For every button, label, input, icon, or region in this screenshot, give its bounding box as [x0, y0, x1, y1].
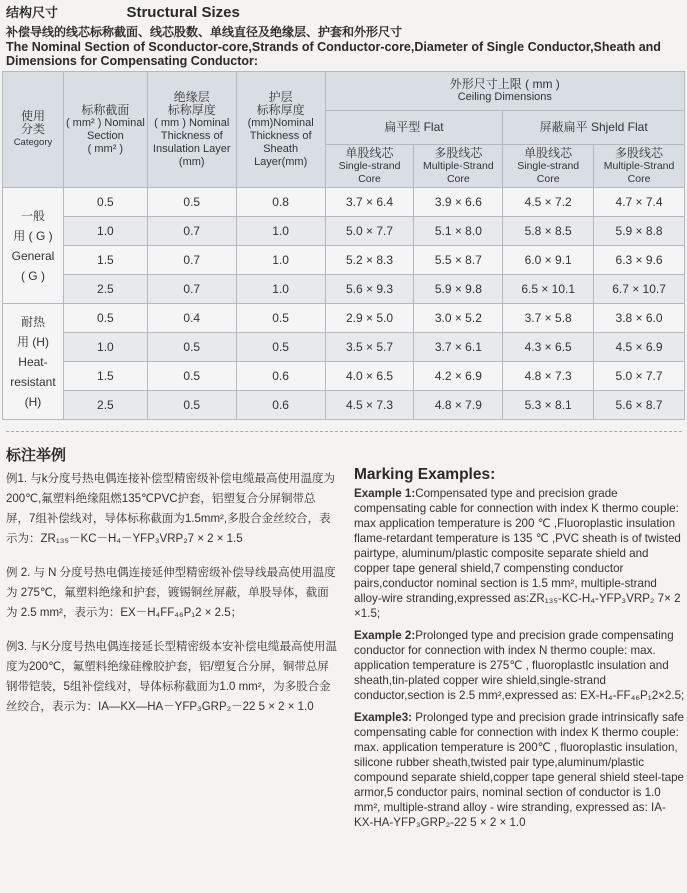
header-flat: 扁平型 Flat: [325, 111, 503, 145]
table-cell: 5.8 × 8.5: [503, 217, 594, 246]
table-cell: 5.1 × 8.0: [414, 217, 503, 246]
table-cell: 2.9 × 5.0: [325, 304, 414, 333]
category-general: 一般 用 ( G ) General ( G ): [3, 188, 64, 304]
table-cell: 3.7 × 5.8: [503, 304, 594, 333]
example-2-label: Example 2:: [354, 629, 416, 642]
subtitle-en-1: The Nominal Section of Sconductor-core,Strands of Conductor-core,Diameter of Single Conductor,Sheath and: [6, 40, 661, 54]
example-3-text: Prolonged type and precision grade intrinsicafly safe compensating cable for connection with index K thermo couple: max. application temperature is 200℃ , fluoroplastic insulation, silicone rubber sheath,twisted pair type,aluminum/plastic compound separate shield,copper tape general shield steel-tape armor,5 conductor pairs, nominal section of conductor is 1.0 mm², multiple-strand alloy - wire stranding, expressed as: IA-KX-HA-YFP₃GRP₂-22 5 × 2 × 1.0: [354, 711, 684, 829]
example-2-text: Prolonged type and precision grade compensating conductor for connection with index N thermo couple: max. application temperature is 275℃ , fluoroplastlc insulation and sheath,tin-plated copper wire shield,single-strand conductor,section is 2.5 mm²,expressed as: EX-H₄-FF₄₆P₁2×2.5;: [354, 629, 685, 702]
table-cell: 5.6 × 9.3: [325, 275, 414, 304]
table-cell: 5.0 × 7.7: [594, 362, 685, 391]
spec-table: [2, 71, 685, 420]
section-title-en: Marking Examples:: [354, 466, 496, 483]
subtitle-cn: 补偿导线的线芯标称截面、线芯股数、单线直径及绝缘层、护套和外形尺寸: [6, 25, 403, 39]
table-cell: 0.5: [147, 188, 236, 217]
marking-examples-cn: [6, 444, 338, 731]
table-cell: 0.5: [236, 304, 325, 333]
table-row: [3, 188, 685, 217]
table-cell: 1.0: [63, 217, 147, 246]
table-cell: 3.0 × 5.2: [414, 304, 503, 333]
table-cell: 4.5 × 6.9: [594, 333, 685, 362]
table-cell: 0.7: [147, 217, 236, 246]
example-3-en: [354, 710, 685, 830]
table-cell: 5.2 × 8.3: [325, 246, 414, 275]
table-cell: 0.4: [147, 304, 236, 333]
table-cell: 1.5: [63, 362, 147, 391]
page-title-cn: 结构尺寸: [6, 5, 59, 20]
table-cell: 3.7 × 6.1: [414, 333, 503, 362]
table-row: [3, 333, 685, 362]
table-cell: 6.5 × 10.1: [503, 275, 594, 304]
table-cell: 5.5 × 8.7: [414, 246, 503, 275]
header-insulation: 绝缘层 标称厚度 ( mm ) Nominal Thickness of Insulation Layer (mm): [147, 72, 236, 188]
table-cell: 0.5: [63, 304, 147, 333]
spec-table-body: [3, 188, 685, 420]
example-3-label: Example3:: [354, 711, 412, 724]
table-row: [3, 217, 685, 246]
table-cell: 0.5: [147, 333, 236, 362]
table-cell: 4.8 × 7.3: [503, 362, 594, 391]
table-cell: 0.6: [236, 362, 325, 391]
header-sheath: 护层 标称厚度 (mm)Nominal Thickness of Sheath Layer(mm): [236, 72, 325, 188]
table-cell: 2.5: [63, 275, 147, 304]
table-cell: 0.5: [147, 391, 236, 420]
table-cell: 4.8 × 7.9: [414, 391, 503, 420]
header-section: 标称截面 ( mm² ) Nominal Section ( mm² ): [63, 72, 147, 188]
table-cell: 1.0: [236, 275, 325, 304]
header-shield-flat: 屏蔽扁平 Shjeld Flat: [503, 111, 685, 145]
table-cell: 1.5: [63, 246, 147, 275]
header-ceiling: 外形尺寸上限 ( mm ) Ceiling Dimensions: [325, 72, 684, 111]
table-cell: 0.7: [147, 246, 236, 275]
table-cell: 4.7 × 7.4: [594, 188, 685, 217]
table-cell: 3.5 × 5.7: [325, 333, 414, 362]
table-cell: 0.6: [236, 391, 325, 420]
header-shield-single: 单股线芯 Single-strand Core: [503, 145, 594, 188]
header-flat-single: 单股线芯 Single-strand Core: [325, 145, 414, 188]
table-cell: 5.9 × 8.8: [594, 217, 685, 246]
table-cell: 1.0: [236, 246, 325, 275]
table-cell: 1.0: [63, 333, 147, 362]
page-title-en: Structural Sizes: [126, 4, 240, 21]
table-cell: 6.7 × 10.7: [594, 275, 685, 304]
table-cell: 6.0 × 9.1: [503, 246, 594, 275]
example-1-label: Example 1:: [354, 487, 416, 500]
table-row: [3, 275, 685, 304]
table-row: [3, 304, 685, 333]
header-shield-multi: 多股线芯 Multiple-Strand Core: [594, 145, 685, 188]
table-cell: 4.3 × 6.5: [503, 333, 594, 362]
table-cell: 5.9 × 9.8: [414, 275, 503, 304]
table-cell: 4.0 × 6.5: [325, 362, 414, 391]
table-cell: 3.7 × 6.4: [325, 188, 414, 217]
page-header: [6, 2, 682, 68]
table-cell: 2.5: [63, 391, 147, 420]
table-cell: 0.5: [63, 188, 147, 217]
example-2-en: [354, 628, 685, 703]
table-cell: 5.3 × 8.1: [503, 391, 594, 420]
table-cell: 0.5: [147, 362, 236, 391]
table-cell: 4.5 × 7.3: [325, 391, 414, 420]
table-cell: 5.6 × 8.7: [594, 391, 685, 420]
example-1-cn: 例1. 与k分度号热电偶连接补偿型精密级补偿电缆最高使用温度为 200℃,氟塑料绝缘阻燃135℃PVC护套，铝塑复合分屏铜带总屏，7组补偿线对，导体标称截面为1.5mm²,多股合金丝绞合，表示为：ZR₁₃₅－KC－H₄－YFP₃VRP₂7 × 2 × 1.5: [6, 473, 336, 545]
example-2-cn: 例 2. 与 N 分度号热电偶连接延伸型精密级补偿导线最高使用温度为 275℃，氟塑料绝缘和护套，镀锡铜丝屏蔽，单股导体，截面为 2.5 mm²，表示为：EX－H₄FF₄₆P₁2 × 2.5；: [6, 567, 336, 619]
table-cell: 3.8 × 6.0: [594, 304, 685, 333]
example-1-text: Compensated type and precision grade compensating cable for connection with index K thermo couple: max application temperature is 200 ℃ ,Fluoroplastic insulation flame-retardant temperature is 135 ℃ ,PVC sheath is of twisted pairtype, aluminum/plastic composite separate shield and copper tape general shield,7 compensting conductor pairs,conductor nominal section is 1.5 mm², multiple-strand alloy-wire stranding,expressed as:ZR₁₃₅-KC-H₄-YFP₃VRP₂ 7× 2 ×1.5;: [354, 487, 681, 620]
table-cell: 5.0 × 7.7: [325, 217, 414, 246]
table-row: [3, 391, 685, 420]
subtitle-en-2: Dimensions for Compensating Conductor:: [6, 54, 259, 68]
example-3-cn: 例3. 与K分度号热电偶连接延长型精密级本安补偿电缆最高使用温度为200℃，氟塑料绝缘硅橡胶护套，铝/塑复合分屏，铜带总屏钢带铠装，5组补偿线对，导体标称截面为1.0 mm²，为多股合金丝绞合，表示为：IA—KX—HA－YFP₃GRP₂－22 5 × 2 × 1.0: [6, 641, 337, 713]
table-cell: 4.5 × 7.2: [503, 188, 594, 217]
table-row: [3, 246, 685, 275]
table-cell: 0.8: [236, 188, 325, 217]
table-cell: 3.9 × 6.6: [414, 188, 503, 217]
table-row: [3, 362, 685, 391]
table-cell: 0.5: [236, 333, 325, 362]
section-divider: [6, 431, 682, 432]
section-title-cn: 标注举例: [6, 447, 67, 464]
category-heat-resistant: 耐热 用 (H) Heat- resistant (H): [3, 304, 64, 420]
marking-examples-en: [354, 466, 685, 837]
table-cell: 6.3 × 9.6: [594, 246, 685, 275]
table-cell: 0.7: [147, 275, 236, 304]
header-flat-multi: 多股线芯 Multiple-Strand Core: [414, 145, 503, 188]
table-cell: 1.0: [236, 217, 325, 246]
table-cell: 4.2 × 6.9: [414, 362, 503, 391]
example-1-en: [354, 486, 685, 621]
header-category: 使用 分类 Category: [3, 72, 64, 188]
